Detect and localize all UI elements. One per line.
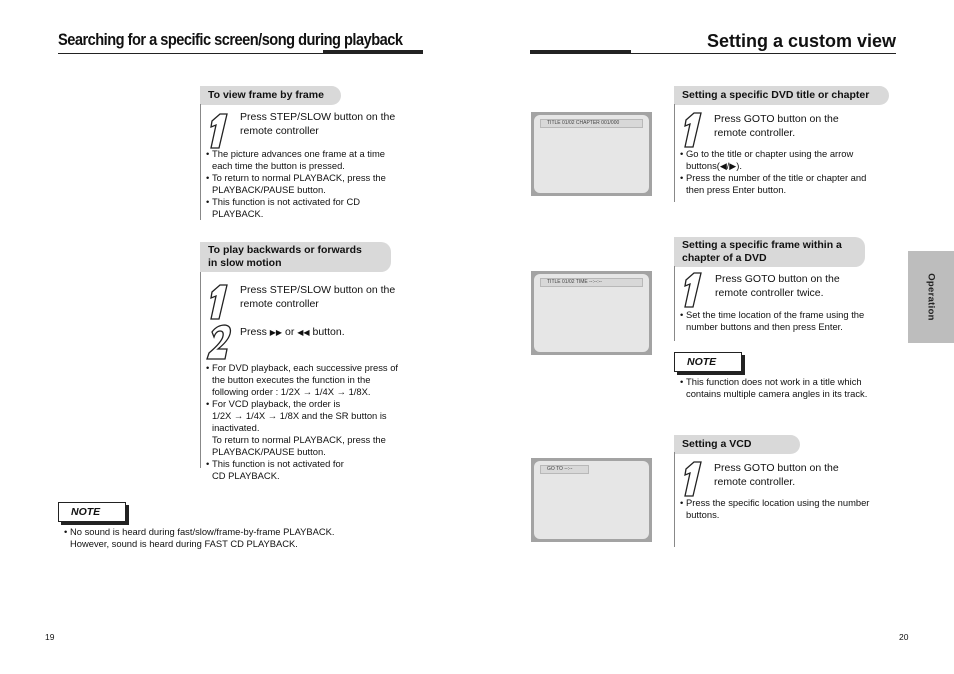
screen-display <box>534 115 649 193</box>
step2-pre: Press <box>240 326 267 338</box>
step1-text: Press STEP/SLOW button on the remote controller <box>240 111 396 137</box>
bullet-text: ). <box>736 160 742 171</box>
section-label-slow-motion <box>200 242 391 272</box>
screen-dvd-title <box>531 112 652 196</box>
left-page-title: Searching for a specific screen/song during playback <box>58 30 403 49</box>
note-line: • No sound is heard during fast/slow/frame-by-frame PLAYBACK. <box>64 526 394 538</box>
screen-display <box>534 461 649 539</box>
left-title-bar <box>323 50 423 54</box>
bullet-line: PLAYBACK/PAUSE button. <box>212 446 326 457</box>
osd-bar: GO TO --:-- <box>540 465 589 474</box>
step2-post: button. <box>312 326 345 338</box>
bullet-item: • This function is not activated for CD PLAYBACK. <box>206 196 406 220</box>
bullet-line: inactivated. <box>212 422 260 433</box>
rsec1-bullets <box>680 148 885 196</box>
operation-side-tab <box>908 251 954 343</box>
step-number-1 <box>679 459 709 499</box>
section-rule <box>674 266 675 341</box>
fast-forward-icon: ▶▶ <box>269 328 283 337</box>
speed-text: 1/8X. <box>348 386 371 397</box>
rewind-icon: ◀◀ <box>297 328 310 337</box>
arrow-right-icon: → <box>267 410 278 421</box>
speed-text: 1/4X <box>314 386 334 397</box>
label-line: Setting a specific frame within a <box>682 239 842 251</box>
right-page-title: Setting a custom view <box>706 31 896 51</box>
step-number-1 <box>205 282 235 322</box>
bullet-line <box>206 410 421 422</box>
note-text <box>64 526 394 550</box>
arrow-right-icon: → <box>336 386 346 397</box>
arrow-left-right-icon: ◀/▶ <box>719 161 737 171</box>
section-rule <box>200 272 201 468</box>
section-rule <box>674 104 675 202</box>
step-number-2 <box>203 322 235 362</box>
step2-text <box>240 325 415 340</box>
bullet-item: • The picture advances one frame at a time each time the button is pressed. <box>206 148 406 172</box>
label-line: in slow motion <box>208 257 282 269</box>
step-number-1 <box>679 270 709 310</box>
bullet-line <box>680 160 885 172</box>
bullet-item: • To return to normal PLAYBACK, press the PLAYBACK/PAUSE button. <box>206 172 406 196</box>
arrow-right-icon: → <box>233 410 244 421</box>
step-number-1 <box>205 111 235 151</box>
step1-text: Press STEP/SLOW button on the remote controller <box>240 284 396 310</box>
bullet-line: • Press the number of the title or chapter and then press Enter button. <box>680 172 885 196</box>
section-rule <box>674 452 675 547</box>
bullet-line: • Press the specific location using the number buttons. <box>680 497 885 521</box>
speed-text: 1/8X and the SR button is <box>279 410 387 421</box>
screen-display <box>534 274 649 352</box>
bullet-text: buttons( <box>686 160 720 171</box>
note-line: • This function does not work in a title which contains multiple camera angles in its track. <box>680 376 890 400</box>
bullet-line: • This function is not activated for <box>206 458 421 470</box>
bullet-line: • Go to the title or chapter using the arrow <box>680 148 885 160</box>
bullet-line <box>206 386 421 398</box>
step-number-1 <box>679 110 709 150</box>
bullet-line: • For VCD playback, the order is <box>206 398 421 410</box>
step2-mid: or <box>285 326 295 338</box>
label-line: chapter of a DVD <box>682 252 767 264</box>
section-label-frame-by-frame: To view frame by frame <box>200 86 341 105</box>
section-label-dvd-title: Setting a specific DVD title or chapter <box>674 86 889 105</box>
right-title-bar <box>530 50 631 54</box>
arrow-right-icon: → <box>302 386 313 397</box>
sec2-bullets <box>206 362 421 482</box>
note-badge: NOTE <box>58 502 126 522</box>
bullet-line: • For DVD playback, each successive press of <box>206 362 421 374</box>
section-label-dvd-frame <box>674 237 865 267</box>
page-number-left: 19 <box>45 632 55 642</box>
osd-bar: TITLE 01/02 CHAPTER 001/000 <box>540 119 643 128</box>
rsec2-bullets <box>680 309 890 333</box>
bullet-line: CD PLAYBACK. <box>212 470 280 481</box>
bullet-line: • Set the time location of the frame using the number buttons and then press Enter. <box>680 309 890 333</box>
screen-dvd-time <box>531 271 652 355</box>
screen-vcd-goto <box>531 458 652 542</box>
bullet-line: To return to normal PLAYBACK, press the <box>212 434 386 445</box>
step1-text: Press GOTO button on the remote controller twice. <box>715 273 840 299</box>
speed-text: 1/4X <box>245 410 266 421</box>
page-number-right: 20 <box>899 632 909 642</box>
note-badge: NOTE <box>674 352 742 372</box>
note-line: However, sound is heard during FAST CD PLAYBACK. <box>70 538 298 549</box>
speed-text: 1/2X <box>212 410 232 421</box>
section-label-vcd: Setting a VCD <box>674 435 800 454</box>
osd-bar: TITLE 01/02 TIME --:--:-- <box>540 278 643 287</box>
step1-text: Press GOTO button on the remote controller. <box>714 462 839 488</box>
section-rule <box>200 104 201 220</box>
rsec3-bullets <box>680 497 885 521</box>
speed-text: following order : 1/2X <box>212 386 301 397</box>
note-text <box>680 376 890 400</box>
sec1-bullets <box>206 148 406 220</box>
side-tab-label: Operation <box>925 273 937 321</box>
bullet-line: the button executes the function in the <box>212 374 371 385</box>
step1-text: Press GOTO button on the remote controller. <box>714 113 839 139</box>
label-line: To play backwards or forwards <box>208 244 362 256</box>
